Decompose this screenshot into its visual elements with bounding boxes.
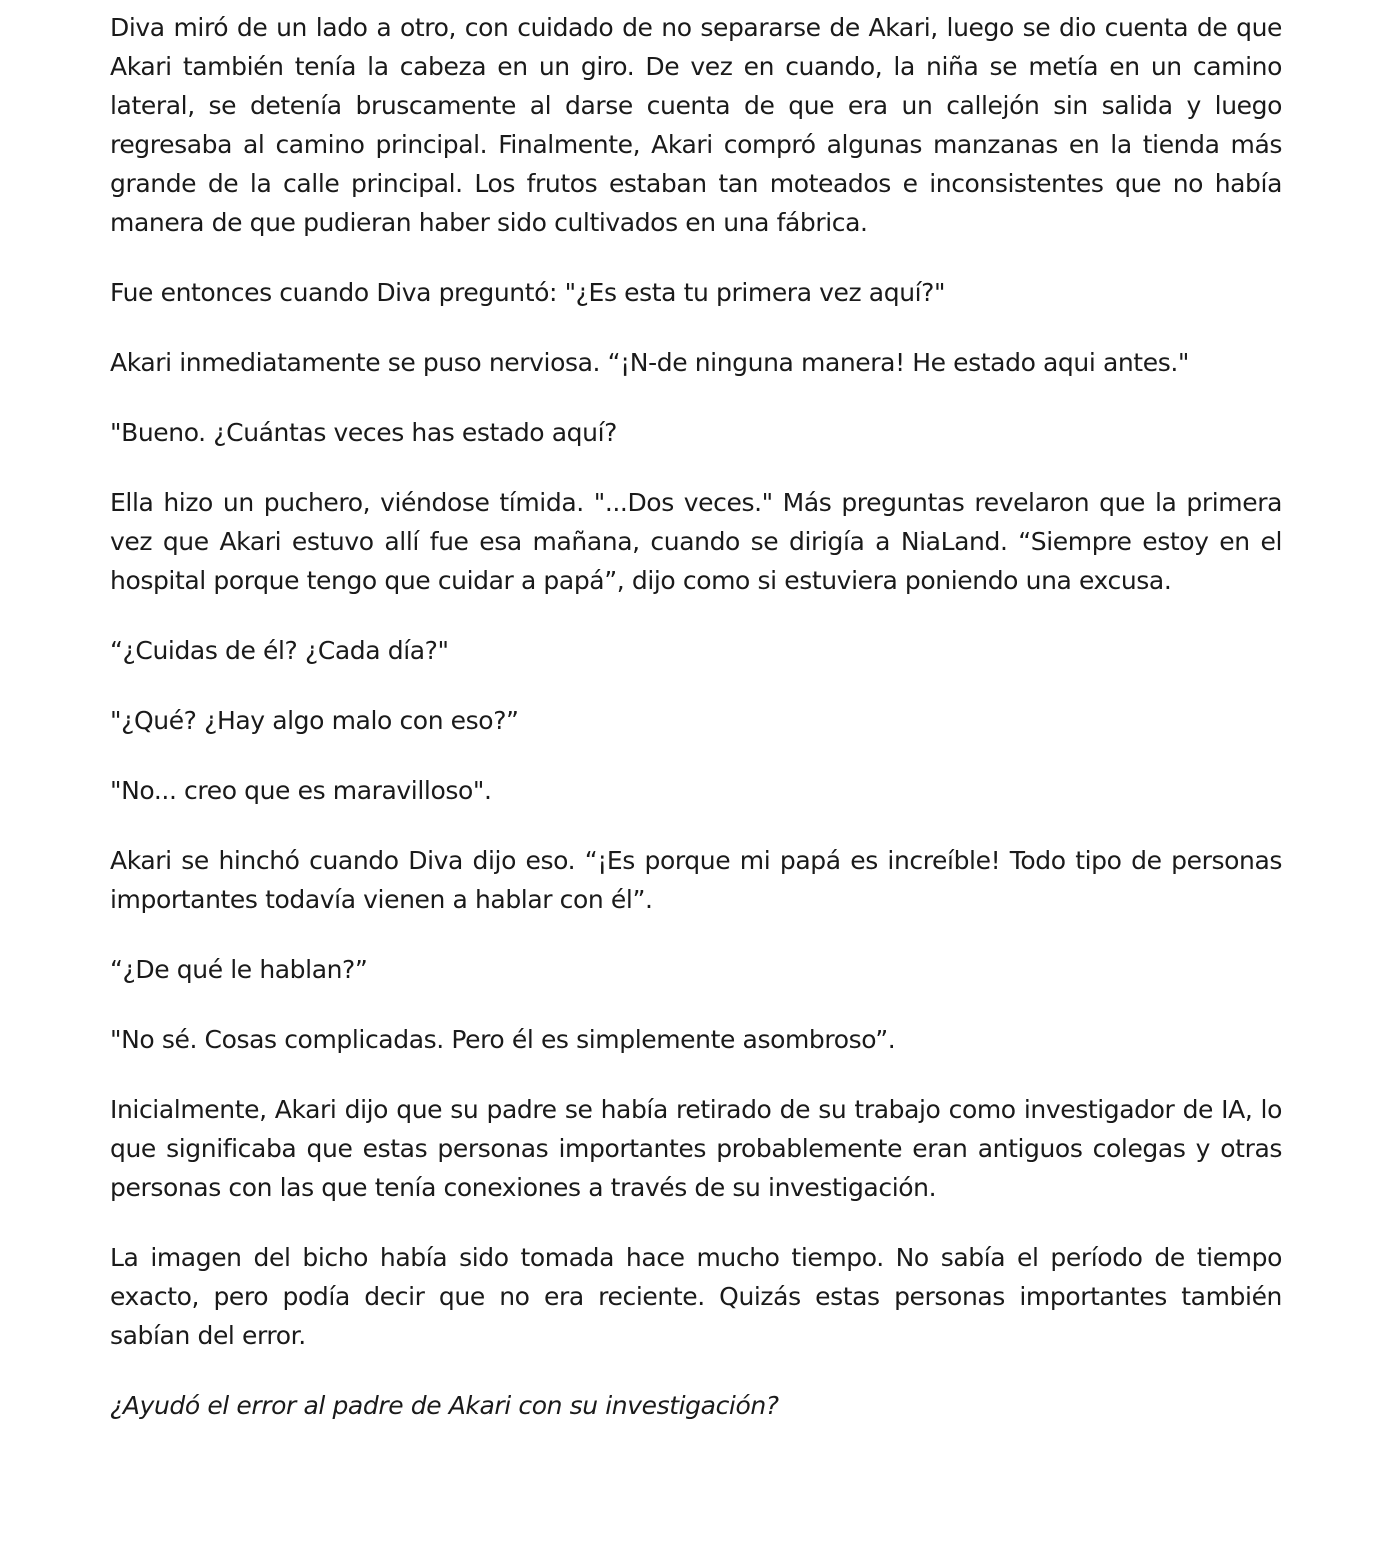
paragraph-5: Ella hizo un puchero, viéndose tímida. "...Dos veces." Más preguntas revelaron que la primera vez que Akari estuvo allí fue esa mañana, cuando se dirigía a NiaLand. “Siempre estoy en el hospital porque tengo que cuidar a papá”, dijo como si estuviera poniendo una excusa. (110, 488, 1282, 595)
document-page (110, 8, 1282, 1456)
paragraph-12: Inicialmente, Akari dijo que su padre se había retirado de su trabajo como investigador de IA, lo que significaba que estas personas importantes probablemente eran antiguos colegas y otras personas con las que tenía conexiones a través de su investigación. (110, 1095, 1282, 1202)
paragraph-7: "¿Qué? ¿Hay algo malo con eso?” (110, 706, 519, 735)
paragraph-1: Diva miró de un lado a otro, con cuidado de no separarse de Akari, luego se dio cuenta de que Akari también tenía la cabeza en un giro. De vez en cuando, la niña se metía en un camino lateral, se detenía bruscamente al darse cuenta de que era un callejón sin salida y luego regresaba al camino principal. Finalmente, Akari compró algunas manzanas en la tienda más grande de la calle principal. Los frutos estaban tan moteados e inconsistentes que no había manera de que pudieran haber sido cultivados en una fábrica. (110, 13, 1282, 237)
paragraph-11: "No sé. Cosas complicadas. Pero él es simplemente asombroso”. (110, 1025, 896, 1054)
paragraph-4: "Bueno. ¿Cuántas veces has estado aquí? (110, 418, 617, 447)
paragraph-6: “¿Cuidas de él? ¿Cada día?" (110, 636, 449, 665)
paragraph-14-italic: ¿Ayudó el error al padre de Akari con su investigación? (110, 1391, 779, 1420)
paragraph-9: Akari se hinchó cuando Diva dijo eso. “¡Es porque mi papá es increíble! Todo tipo de personas importantes todavía vienen a hablar con él”. (110, 846, 1282, 914)
paragraph-10: “¿De qué le hablan?” (110, 955, 368, 984)
paragraph-8: "No... creo que es maravilloso". (110, 776, 492, 805)
paragraph-13: La imagen del bicho había sido tomada hace mucho tiempo. No sabía el período de tiempo exacto, pero podía decir que no era reciente. Quizás estas personas importantes también sabían del error. (110, 1243, 1282, 1350)
paragraph-3: Akari inmediatamente se puso nerviosa. “¡N-de ninguna manera! He estado aqui antes." (110, 348, 1189, 377)
paragraph-2: Fue entonces cuando Diva preguntó: "¿Es esta tu primera vez aquí?" (110, 278, 946, 307)
